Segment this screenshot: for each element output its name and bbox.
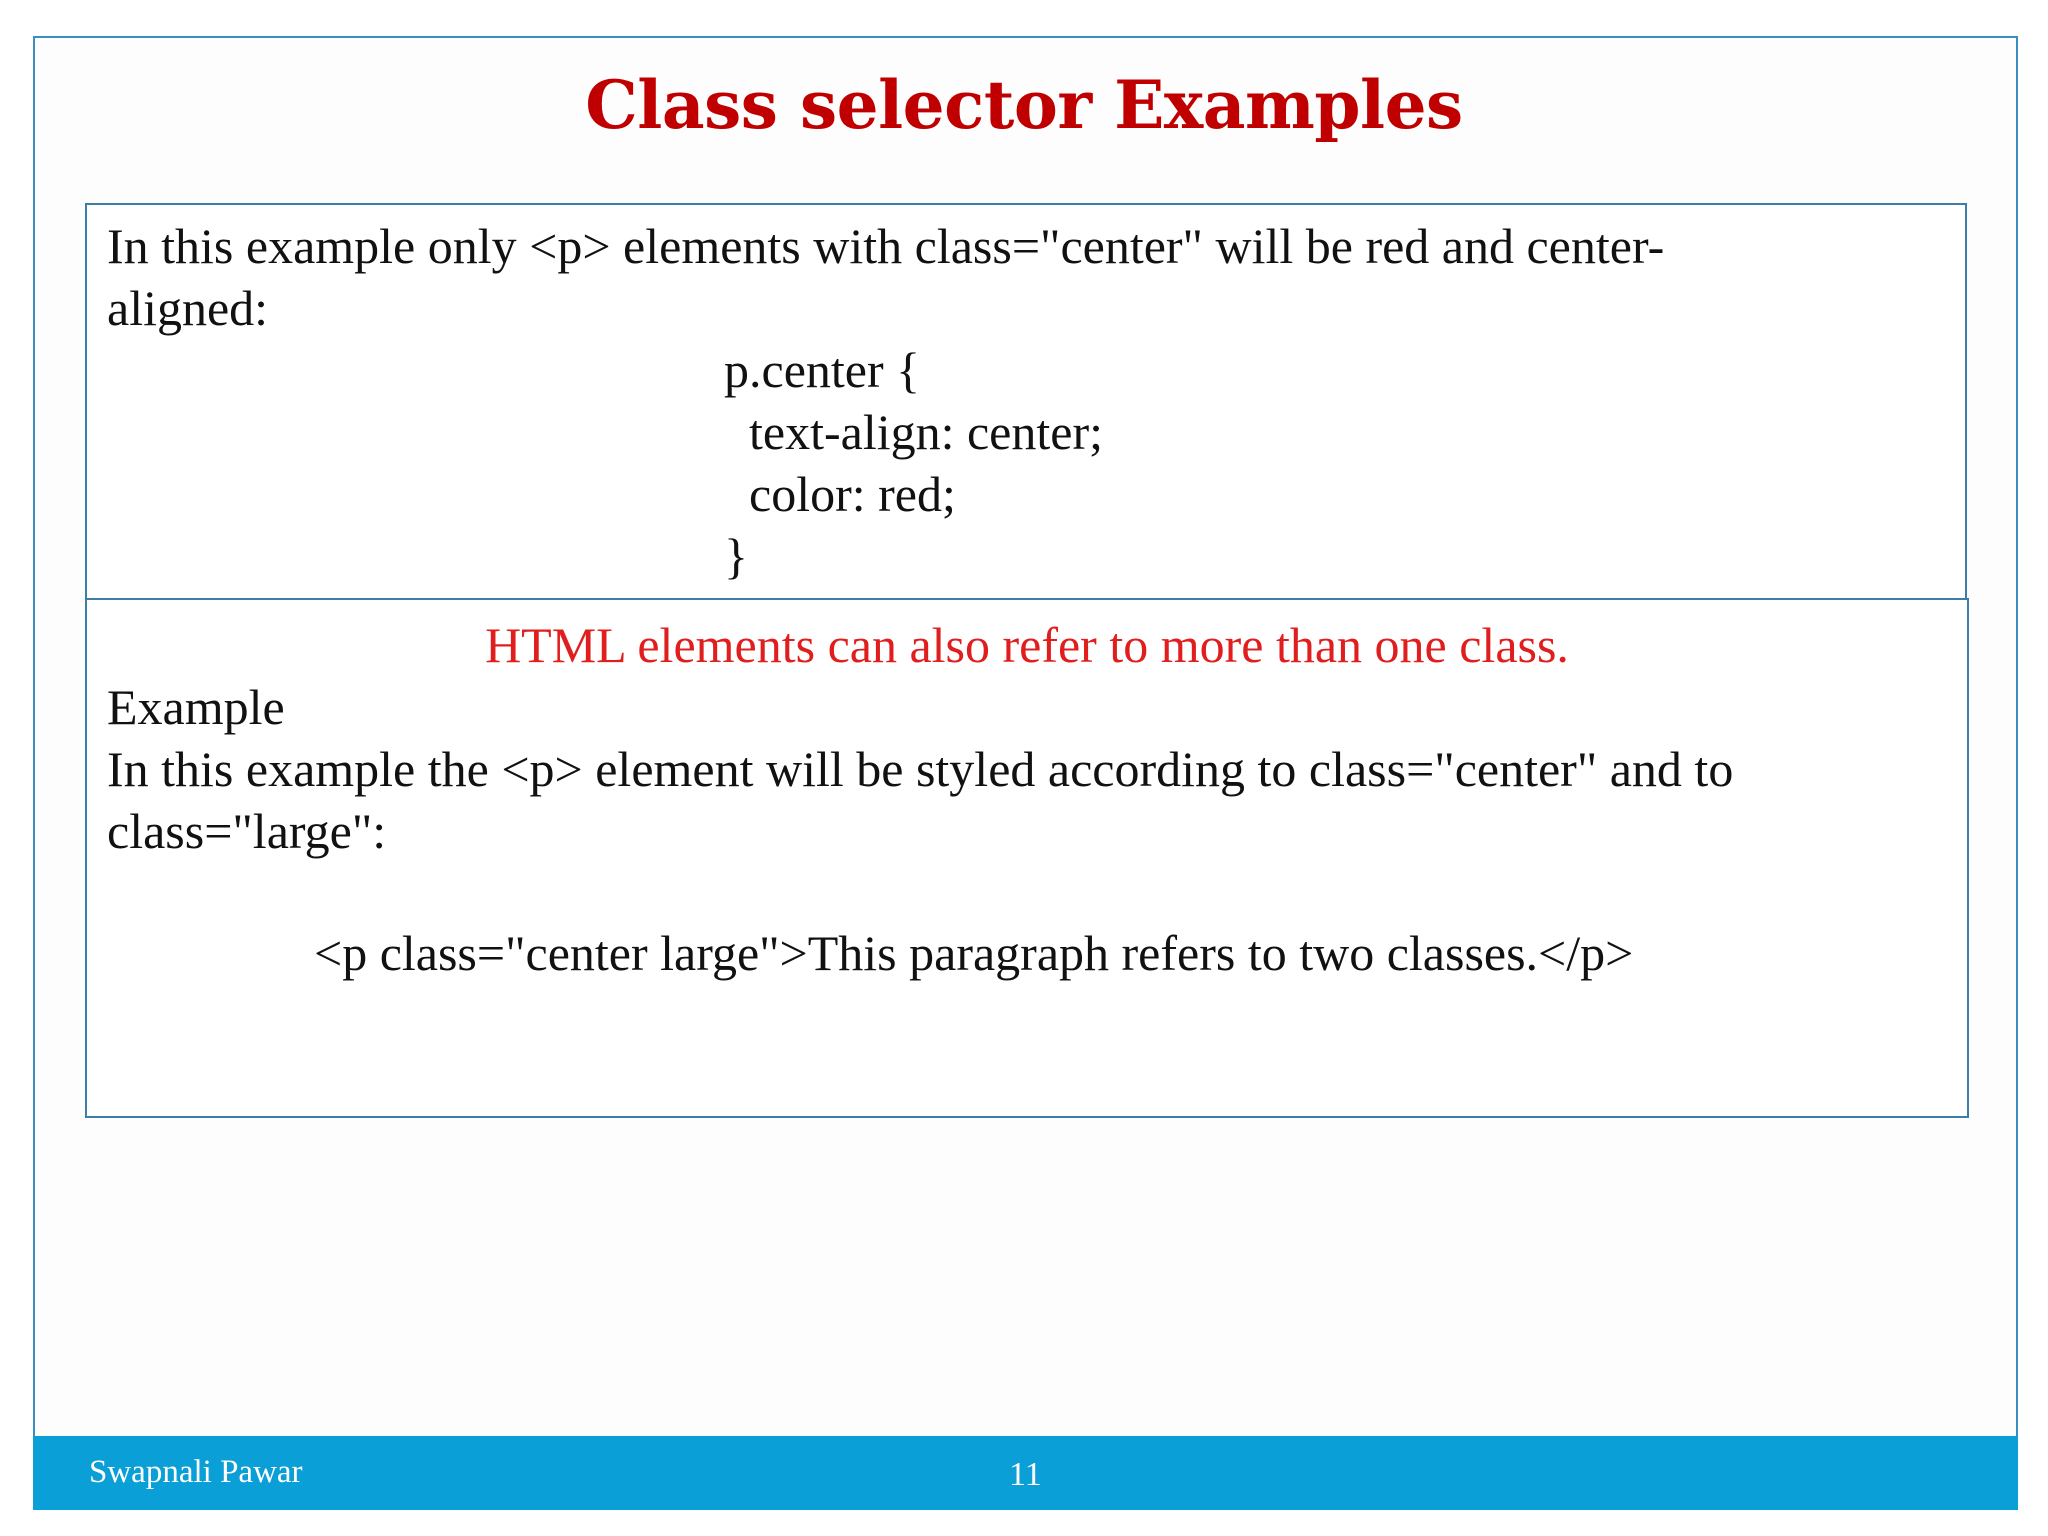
code-line-2: text-align: center; [724,404,1104,460]
code-line-3: color: red; [724,466,956,522]
page-number: 11 [1009,1456,1042,1493]
intro-line-2: aligned: [107,280,269,336]
description-line-2: class="large": [107,803,387,859]
intro-line-1: In this example only <p> elements with class="center" will be red and center- [107,218,1665,274]
html-code-example: <p class="center large">This paragraph refers to two classes.</p> [314,925,1634,981]
multiple-class-note: HTML elements can also refer to more than one class. [485,617,1569,673]
code-line-4: } [724,528,748,584]
selector-example-box [85,203,1967,601]
footer-bar [33,1436,2018,1510]
description-line-1: In this example the <p> element will be styled according to class="center" and to [107,741,1734,797]
code-line-1: p.center { [724,342,921,398]
example-heading: Example [107,679,285,735]
multiple-class-box [85,598,1969,1118]
slide-title: Class selector Examples [585,66,1463,144]
footer-author: Swapnali Pawar [89,1454,303,1490]
